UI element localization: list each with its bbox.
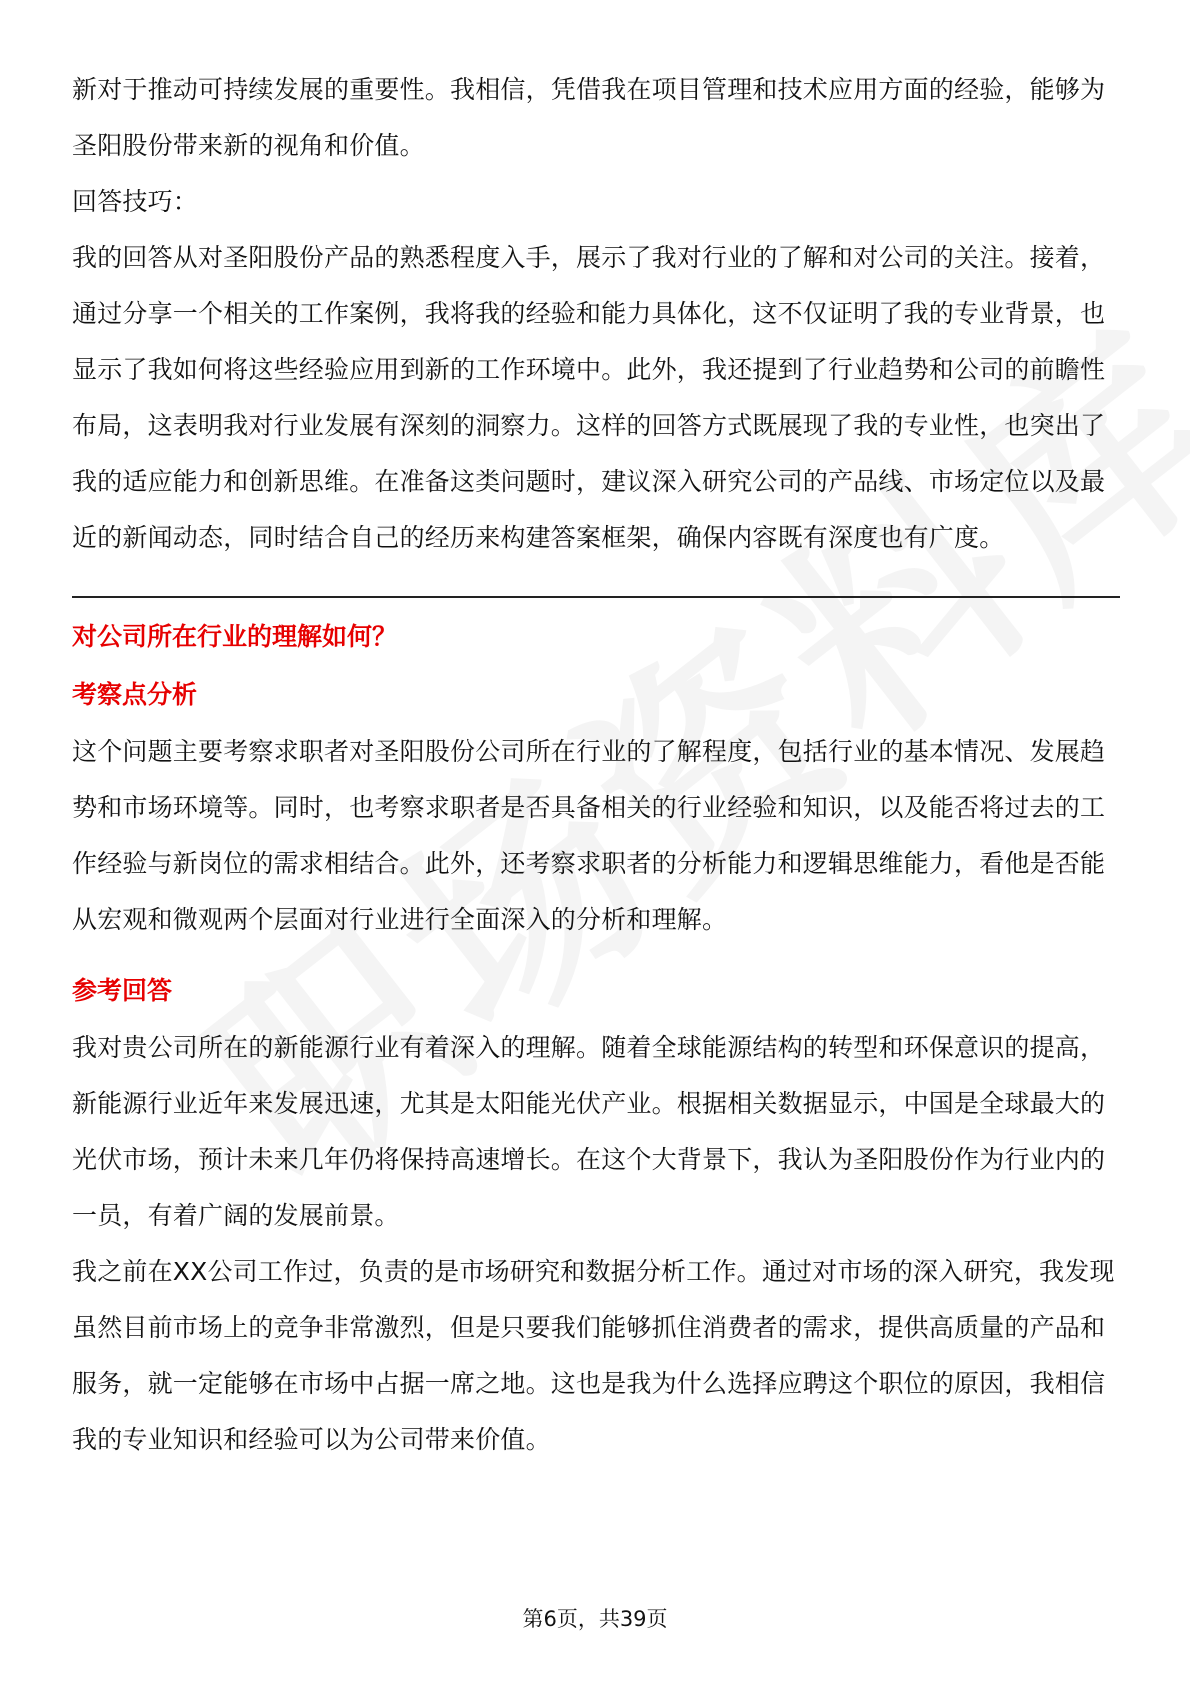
- page-footer: 第6页，共39页: [522, 1607, 668, 1631]
- document-content: [72, 62, 1120, 1468]
- intro-paragraph-1: 新对于推动可持续发展的重要性。我相信，凭借我在项目管理和技术应用方面的经验，能够为圣阳股份带来新的视角和价值。: [72, 75, 1106, 160]
- section-divider: [72, 596, 1120, 598]
- answer-paragraph-1: 我对贵公司所在的新能源行业有着深入的理解。随着全球能源结构的转型和环保意识的提高，新能源行业近年来发展迅速，尤其是太阳能光伏产业。根据相关数据显示，中国是全球最大的光伏市场，预计未来几年仍将保持高速增长。在这个大背景下，我认为圣阳股份作为行业内的一员，有着广阔的发展前景。: [72, 1033, 1106, 1230]
- question-title: 对公司所在行业的理解如何？: [72, 622, 398, 651]
- answer-heading: 参考回答: [72, 976, 173, 1005]
- analysis-paragraph: 这个问题主要考察求职者对圣阳股份公司所在行业的了解程度，包括行业的基本情况、发展趋势和市场环境等。同时，也考察求职者是否具备相关的行业经验和知识，以及能否将过去的工作经验与新岗位的需求相结合。此外，还考察求职者的分析能力和逻辑思维能力，看他是否能从宏观和微观两个层面对行业进行全面深入的分析和理解。: [72, 737, 1106, 934]
- answer-tips-label: 回答技巧：: [72, 187, 199, 216]
- answer-paragraph-2: 我之前在XX公司工作过，负责的是市场研究和数据分析工作。通过对市场的深入研究，我发现虽然目前市场上的竞争非常激烈，但是只要我们能够抓住消费者的需求，提供高质量的产品和服务，就一定能够在市场中占据一席之地。这也是我为什么选择应聘这个职位的原因，我相信我的专业知识和经验可以为公司带来价值。: [72, 1257, 1115, 1454]
- analysis-heading: 考察点分析: [72, 680, 198, 709]
- answer-tips-paragraph: 我的回答从对圣阳股份产品的熟悉程度入手，展示了我对行业的了解和对公司的关注。接着，通过分享一个相关的工作案例，我将我的经验和能力具体化，这不仅证明了我的专业背景，也显示了我如何将这些经验应用到新的工作环境中。此外，我还提到了行业趋势和公司的前瞻性布局，这表明我对行业发展有深刻的洞察力。这样的回答方式既展现了我的专业性，也突出了我的适应能力和创新思维。在准备这类问题时，建议深入研究公司的产品线、市场定位以及最近的新闻动态，同时结合自己的经历来构建答案框架，确保内容既有深度也有广度。: [72, 243, 1106, 552]
